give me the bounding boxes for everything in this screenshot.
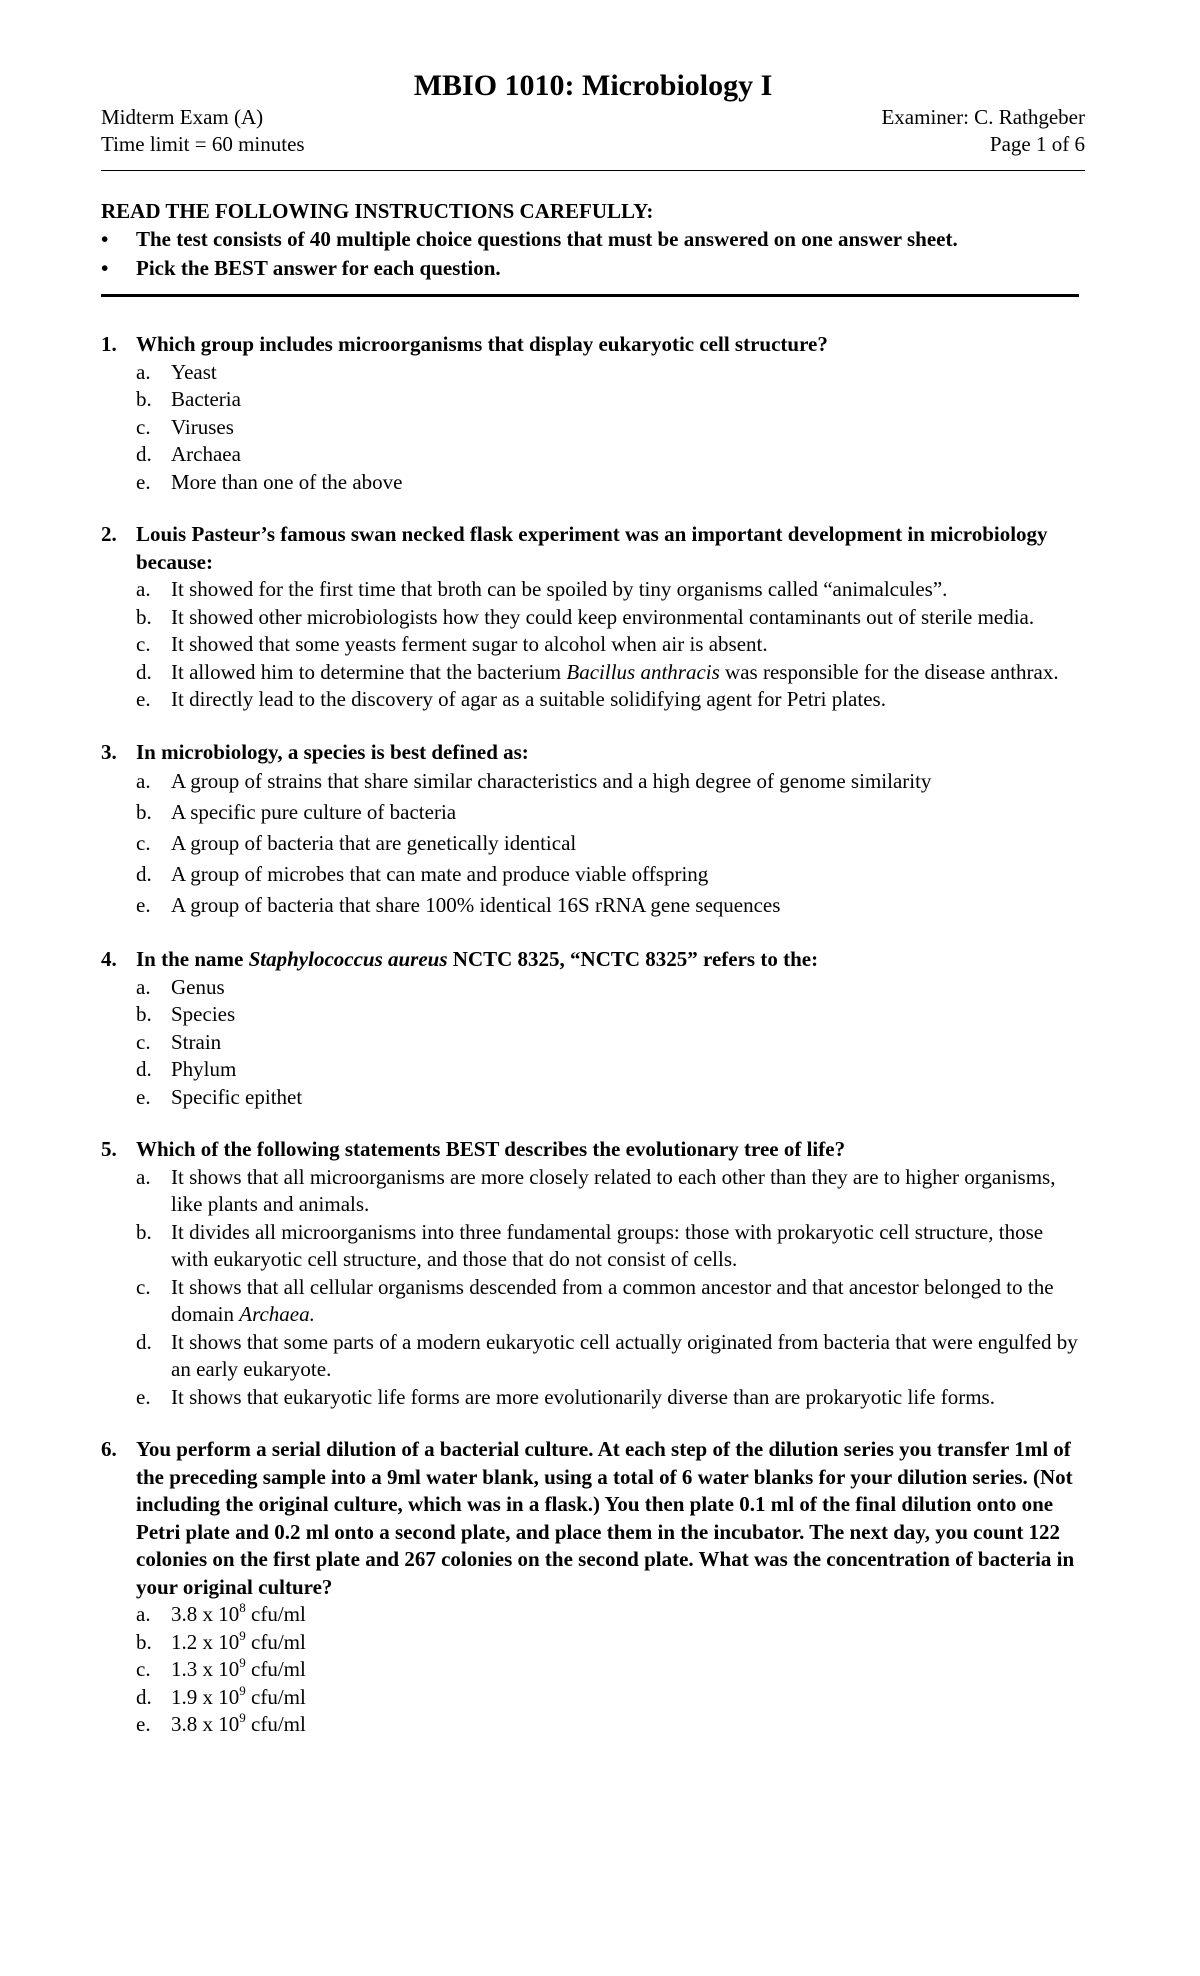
answer-option [101,766,1085,797]
answer-option [101,1219,1085,1274]
bullet-icon: • [101,227,109,251]
option-text: It shows that some parts of a modern eukaryotic cell actually originated from bacteria that were engulfed by an early eukaryote. [171,1329,1078,1381]
question-4 [101,946,1085,1111]
answer-option [101,1601,1085,1629]
option-letter: a. [136,577,151,601]
option-text: A specific pure culture of bacteria [171,800,457,824]
option-unit: cfu/ml [245,1712,306,1736]
question-2 [101,521,1085,714]
answer-option [101,441,1085,469]
option-letter: b. [136,604,152,629]
option-text: Archaea [171,442,241,466]
option-letter: d. [136,862,152,886]
option-letter: d. [136,659,152,684]
option-unit: cfu/ml [245,1629,306,1654]
option-letter: d. [136,1057,152,1081]
instruction-item [101,225,1085,254]
answer-option [101,631,1085,659]
option-exponent: 9 [239,1682,246,1698]
question-number: 3. [101,739,117,764]
question-6 [101,1436,1085,1739]
answer-option [101,1684,1085,1712]
answer-option [101,974,1085,1002]
exam-name: Midterm Exam (A) [101,105,264,129]
answer-option [101,604,1085,632]
option-text: It directly lead to the discovery of agar as a suitable solidifying agent for Petri plates. [171,687,886,711]
question-number: 2. [101,522,117,546]
option-unit: cfu/ml [245,1684,306,1709]
answer-option [101,890,1085,921]
option-text: A group of bacteria that share 100% identical 16S rRNA gene sequences [171,893,781,917]
option-exponent: 9 [239,1655,246,1670]
examiner: Examiner: C. Rathgeber [881,105,1085,129]
option-base: 1.9 x 10 [171,1684,240,1709]
question-stem [101,331,1085,359]
answer-option [101,1084,1085,1112]
option-base: 3.8 x 10 [171,1602,240,1626]
option-text: A group of strains that share similar characteristics and a high degree of genome similarity [171,769,932,793]
option-text: Specific epithet [171,1084,303,1109]
option-letter: b. [136,1002,152,1026]
option-exponent: 9 [239,1710,246,1725]
option-base: 3.8 x 10 [171,1712,240,1736]
option-letter: c. [136,1657,151,1681]
option-letter: c. [136,1274,151,1299]
answer-option [101,828,1085,859]
option-text: It divides all microorganisms into three fundamental groups: those with prokaryotic cell structure, those with eukaryotic cell structure, and those that do not consist of cells. [171,1219,1044,1271]
question-text-before: In the name [136,947,249,971]
answer-option [101,659,1085,687]
exam-page [101,68,1085,1764]
option-text-italic: Bacillus anthracis [566,659,720,684]
question-stem [101,739,1085,767]
question-stem [101,946,1085,974]
question-text: Louis Pasteur’s famous swan necked flask experiment was an important development in microbiology because: [136,522,1048,574]
option-letter: a. [136,974,151,999]
option-text: It showed that some yeasts ferment sugar to alcohol when air is absent. [171,632,768,656]
option-text: Strain [171,1029,222,1054]
header-row-2 [101,131,1085,158]
page-number: Page 1 of 6 [989,132,1085,156]
question-text: In microbiology, a species is best defined as: [136,739,529,764]
page-title: MBIO 1010: Microbiology I [413,69,773,102]
header-divider [101,170,1085,171]
answer-option [101,1656,1085,1684]
questions-list [101,331,1085,1739]
option-letter: a. [136,1602,151,1626]
answer-option [101,1164,1085,1219]
option-letter: c. [136,414,151,439]
question-number: 1. [101,332,117,356]
answer-option [101,1329,1085,1384]
option-unit: cfu/ml [245,1602,306,1626]
answer-option [101,1029,1085,1057]
bullet-icon: • [101,256,109,280]
option-letter: b. [136,1219,152,1244]
question-number: 4. [101,947,117,971]
option-text: It showed for the first time that broth can be spoiled by tiny organisms called “animalcules”. [171,577,948,601]
option-letter: d. [136,442,152,466]
option-text: More than one of the above [171,469,403,494]
option-base: 1.3 x 10 [171,1657,240,1681]
answer-option [101,576,1085,604]
option-letter: b. [136,800,152,824]
option-exponent: 8 [239,1600,246,1615]
option-text: Yeast [171,359,217,384]
option-text-before: It shows that all cellular organisms descended from a common ancestor and that ancestor belonged to the domain [171,1274,1054,1326]
option-text: Phylum [171,1057,237,1081]
option-exponent: 9 [239,1627,246,1643]
question-text: Which group includes microorganisms that display eukaryotic cell structure? [136,332,828,356]
question-stem [101,521,1085,576]
answer-option [101,1274,1085,1329]
question-stem [101,1136,1085,1164]
option-letter: e. [136,1084,151,1109]
answer-option [101,386,1085,414]
instruction-item [101,254,1085,283]
option-letter: a. [136,1164,151,1189]
question-text: Which of the following statements BEST describes the evolutionary tree of life? [136,1137,846,1161]
option-letter: d. [136,1684,152,1709]
option-letter: d. [136,1329,152,1354]
option-text: It shows that eukaryotic life forms are more evolutionarily diverse than are prokaryotic life forms. [171,1384,995,1409]
option-text-before: It allowed him to determine that the bacterium [171,659,567,684]
option-base: 1.2 x 10 [171,1629,240,1654]
answer-option [101,1384,1085,1412]
answer-option [101,686,1085,714]
option-unit: cfu/ml [245,1657,306,1681]
option-text-italic: Archaea. [239,1302,315,1326]
option-letter: e. [136,469,151,494]
instruction-text: The test consists of 40 multiple choice questions that must be answered on one answer sheet. [136,227,958,251]
instruction-text: Pick the BEST answer for each question. [136,256,501,280]
option-letter: e. [136,1712,151,1736]
answer-option [101,469,1085,497]
answer-option [101,1001,1085,1029]
option-text: A group of microbes that can mate and produce viable offspring [171,862,709,886]
option-text: Bacteria [171,387,241,411]
option-letter: c. [136,1029,151,1054]
option-letter: b. [136,387,152,411]
instructions-divider [101,294,1079,297]
answer-option [101,1056,1085,1084]
answer-option [101,1629,1085,1657]
option-letter: a. [136,359,151,384]
option-letter: c. [136,831,151,855]
option-letter: a. [136,769,151,793]
answer-option [101,414,1085,442]
option-letter: e. [136,893,151,917]
option-letter: e. [136,1384,151,1409]
question-3 [101,739,1085,922]
question-text-after: NCTC 8325, “NCTC 8325” refers to the: [447,947,819,971]
question-number: 5. [101,1137,117,1161]
question-text: You perform a serial dilution of a bacterial culture. At each step of the dilution series you transfer 1ml of the preceding sample into a 9ml water blank, using a total of 6 water blanks for your dilution series. (Not including the original culture, which was in a flask.) You then plate 0.1 ml of the final dilution onto one Petri plate and 0.2 ml onto a second plate, and place them in the incubator. The next day, you count 122 colonies on the first plate and 267 colonies on the second plate. What was the concentration of bacteria in your original culture? [136,1437,1075,1599]
option-text: It shows that all microorganisms are more closely related to each other than they are to higher organisms, like plants and animals. [171,1164,1056,1216]
answer-option [101,797,1085,828]
instructions-heading: READ THE FOLLOWING INSTRUCTIONS CAREFULLY: [101,199,654,223]
time-limit: Time limit = 60 minutes [101,132,305,156]
option-text-after: was responsible for the disease anthrax. [719,659,1059,684]
question-stem [101,1436,1085,1601]
header-row-1 [101,104,1085,131]
question-1 [101,331,1085,496]
option-letter: b. [136,1629,152,1654]
answer-option [101,359,1085,387]
option-text: Genus [171,974,225,999]
option-text: Species [171,1002,236,1026]
question-text-italic: Staphylococcus aureus [248,947,448,971]
question-number: 6. [101,1437,117,1461]
answer-option [101,859,1085,890]
question-5 [101,1136,1085,1411]
answer-option [101,1711,1085,1739]
option-text: Viruses [171,414,234,439]
option-text: A group of bacteria that are genetically identical [171,831,577,855]
option-text: It showed other microbiologists how they could keep environmental contaminants out of sterile media. [171,604,1035,629]
option-letter: c. [136,632,151,656]
instructions-list [101,225,1085,283]
option-letter: e. [136,687,151,711]
